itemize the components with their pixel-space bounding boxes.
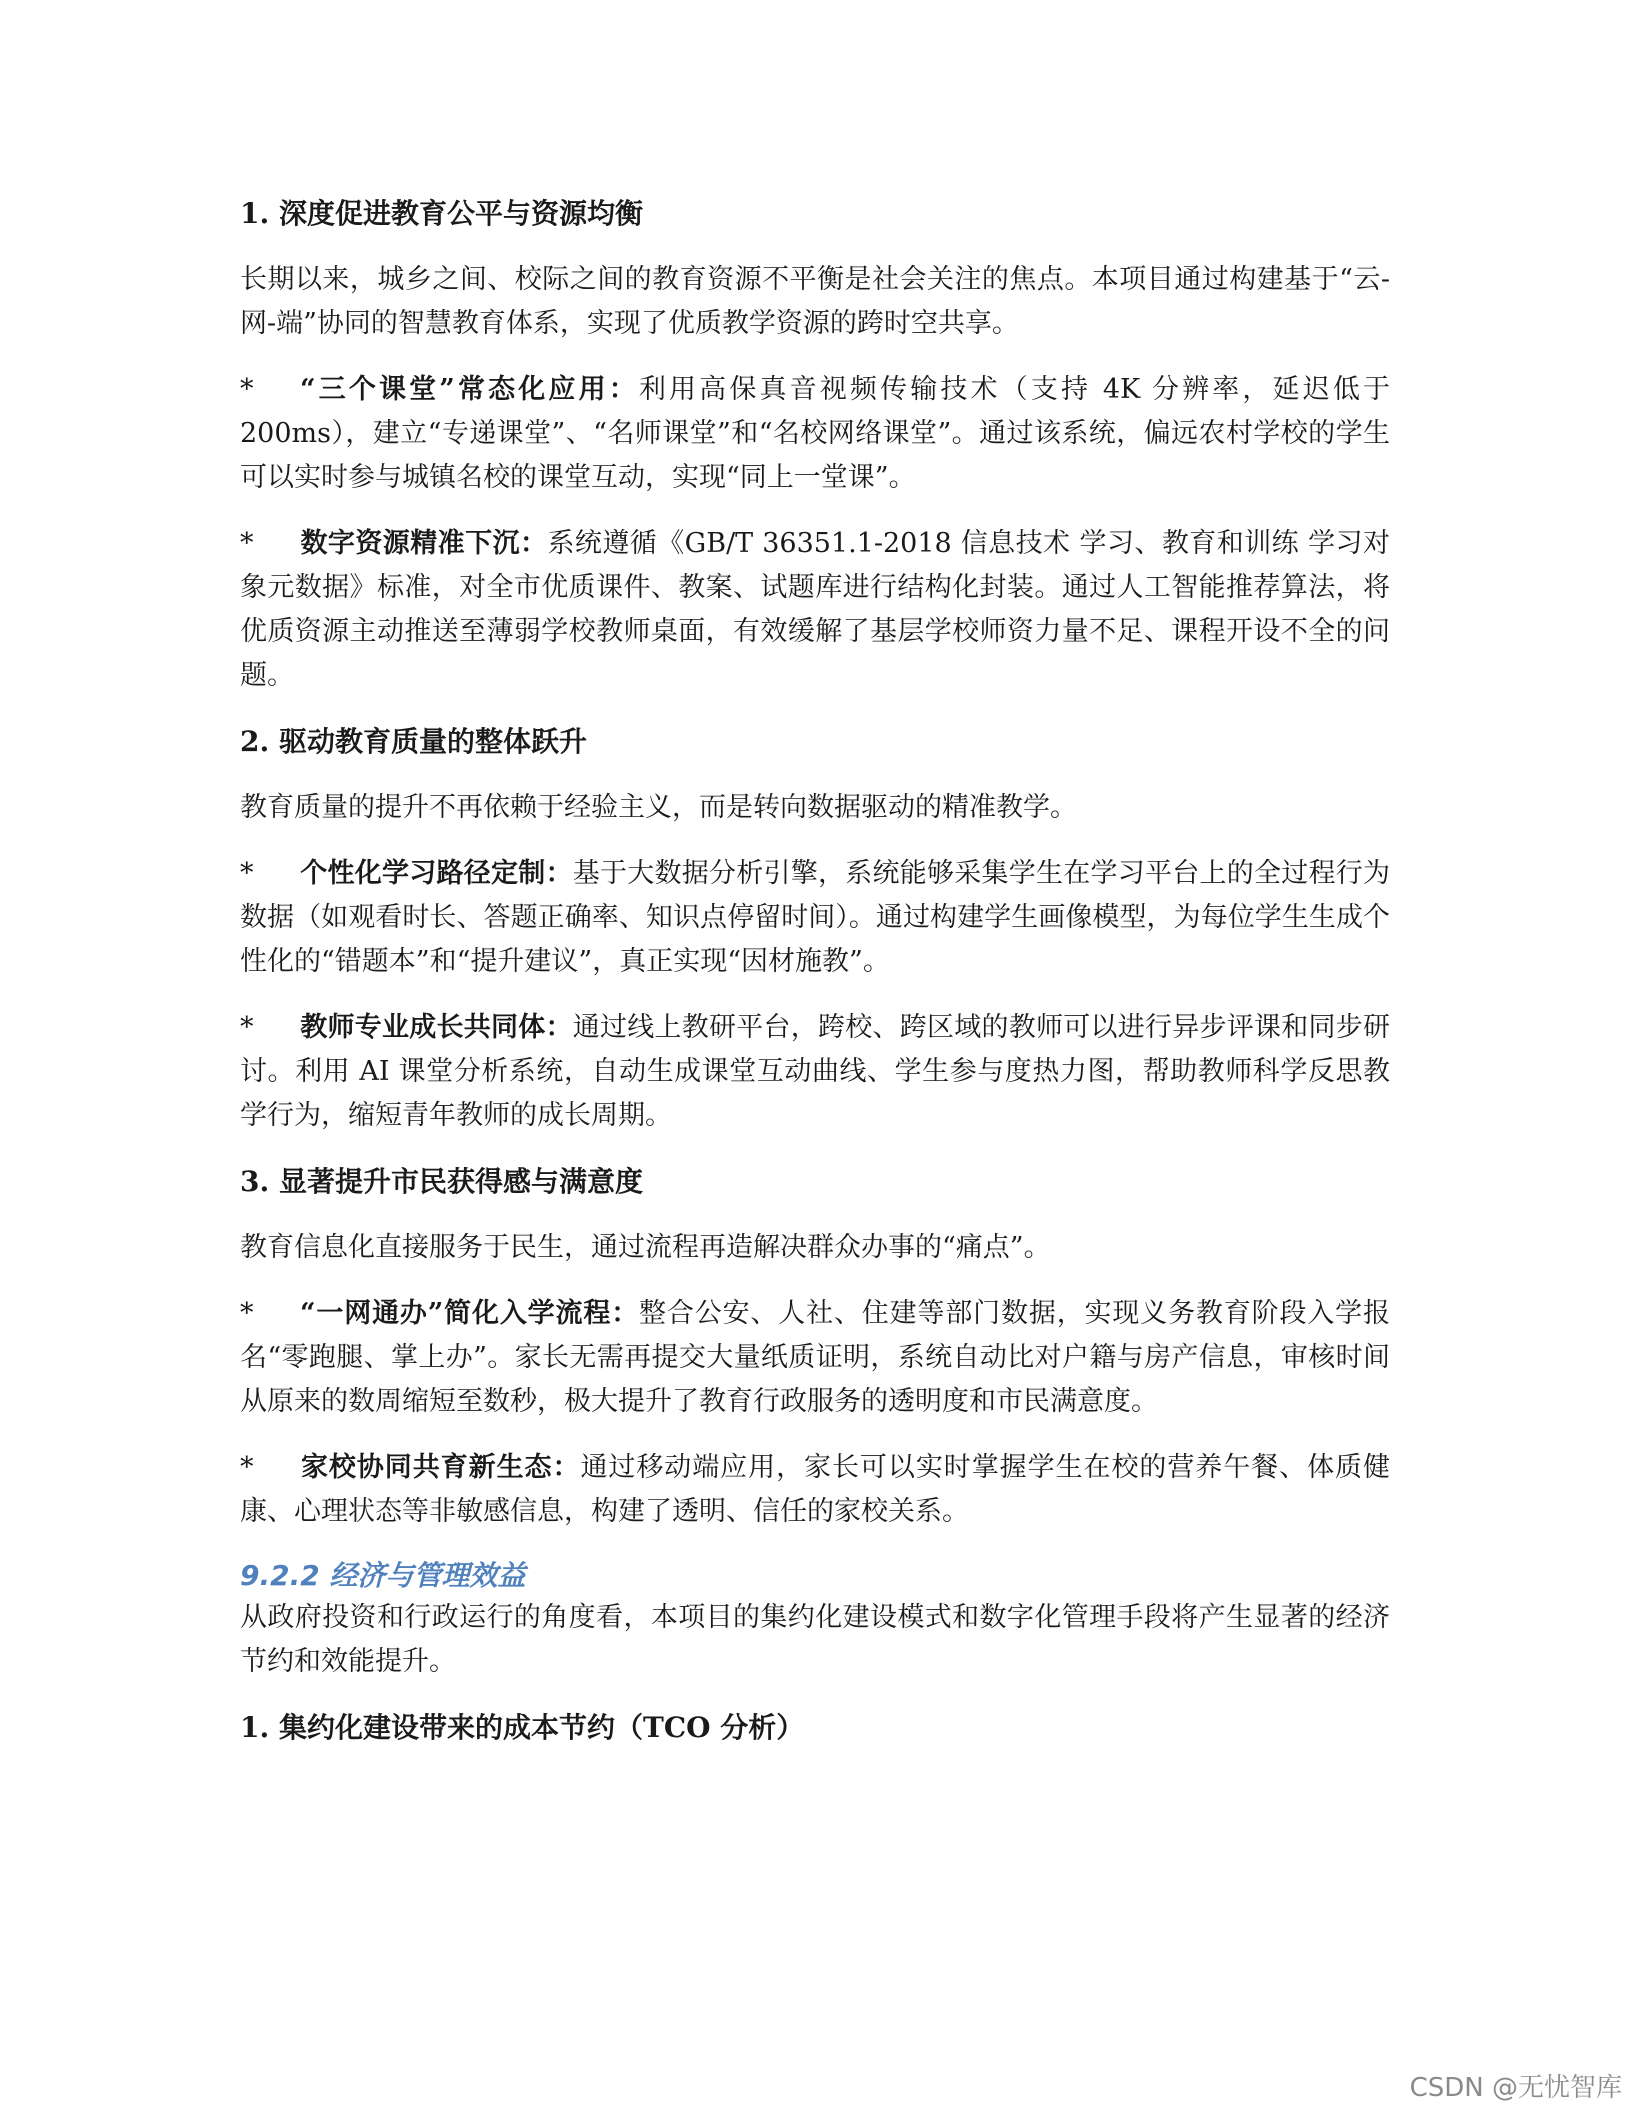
bullet-marker: * [240, 1298, 254, 1329]
bullet-one-network [240, 1292, 1390, 1424]
bullet-digital-resources [240, 522, 1390, 698]
paragraph-intro-satisfaction: 教育信息化直接服务于民生，通过流程再造解决群众办事的“痛点”。 [240, 1232, 1051, 1263]
bullet-text: 利用高保真音视频传输技术（支持 4K 分辨率，延迟低于 200ms），建立“专递课堂”、“名师课堂”和“名校网络课堂”。通过该系统，偏远农村学校的学生可以实时参与城镇名校的课堂互动，实现“同上一堂课”。 [240, 374, 1391, 493]
bullet-marker: * [240, 374, 254, 405]
bullet-text: 通过移动端应用，家长可以实时掌握学生在校的营养午餐、体质健康、心理状态等非敏感信息，构建了透明、信任的家校关系。 [240, 1452, 1391, 1527]
watermark: CSDN @无忧智库 [1409, 2073, 1622, 2103]
section-heading-economic: 9.2.2 经济与管理效益 [240, 1559, 526, 1592]
bullet-title: “三个课堂”常态化应用： [300, 374, 639, 405]
document-body [240, 192, 1390, 1772]
bullet-teacher-growth [240, 1006, 1390, 1138]
paragraph-intro-economic: 从政府投资和行政运行的角度看，本项目的集约化建设模式和数字化管理手段将产生显著的经济节约和效能提升。 [240, 1602, 1390, 1677]
bullet-home-school [240, 1446, 1390, 1534]
bullet-personalized-learning [240, 852, 1390, 984]
bullet-text: 基于大数据分析引擎，系统能够采集学生在学习平台上的全过程行为数据（如观看时长、答题正确率、知识点停留时间）。通过构建学生画像模型，为每位学生生成个性化的“错题本”和“提升建议”，真正实现“因材施教”。 [240, 858, 1390, 977]
paragraph-intro-equity: 长期以来，城乡之间、校际之间的教育资源不平衡是社会关注的焦点。本项目通过构建基于“云-网-端”协同的智慧教育体系，实现了优质教学资源的跨时空共享。 [240, 264, 1390, 339]
heading-citizen-satisfaction: 3. 显著提升市民获得感与满意度 [240, 1165, 643, 1198]
bullet-title: 数字资源精准下沉： [300, 528, 548, 559]
bullet-title: 教师专业成长共同体： [300, 1012, 573, 1043]
heading-education-equity: 1. 深度促进教育公平与资源均衡 [240, 197, 643, 230]
bullet-text: 通过线上教研平台，跨校、跨区域的教师可以进行异步评课和同步研讨。利用 AI 课堂分析系统，自动生成课堂互动曲线、学生参与度热力图，帮助教师科学反思教学行为，缩短青年教师的成长周期。 [240, 1012, 1390, 1131]
bullet-title: 个性化学习路径定制： [300, 858, 573, 889]
bullet-title: “一网通办”简化入学流程： [300, 1298, 640, 1329]
bullet-marker: * [240, 1452, 254, 1483]
heading-education-quality: 2. 驱动教育质量的整体跃升 [240, 725, 587, 758]
bullet-title: 家校协同共育新生态： [300, 1452, 581, 1483]
paragraph-intro-quality: 教育质量的提升不再依赖于经验主义，而是转向数据驱动的精准教学。 [240, 792, 1077, 823]
bullet-marker: * [240, 858, 254, 889]
bullet-text: 整合公安、人社、住建等部门数据，实现义务教育阶段入学报名“零跑腿、掌上办”。家长无需再提交大量纸质证明，系统自动比对户籍与房产信息，审核时间从原来的数周缩短至数秒，极大提升了教育行政服务的透明度和市民满意度。 [240, 1298, 1391, 1417]
bullet-marker: * [240, 1012, 254, 1043]
bullet-text: 系统遵循《GB/T 36351.1-2018 信息技术 学习、教育和训练 学习对象元数据》标准，对全市优质课件、教案、试题库进行结构化封装。通过人工智能推荐算法，将优质资源主动推送至薄弱学校教师桌面，有效缓解了基层学校师资力量不足、课程开设不全的问题。 [240, 528, 1391, 691]
bullet-marker: * [240, 528, 254, 559]
heading-cost-saving: 1. 集约化建设带来的成本节约（TCO 分析） [240, 1711, 805, 1744]
bullet-three-classrooms [240, 368, 1390, 500]
